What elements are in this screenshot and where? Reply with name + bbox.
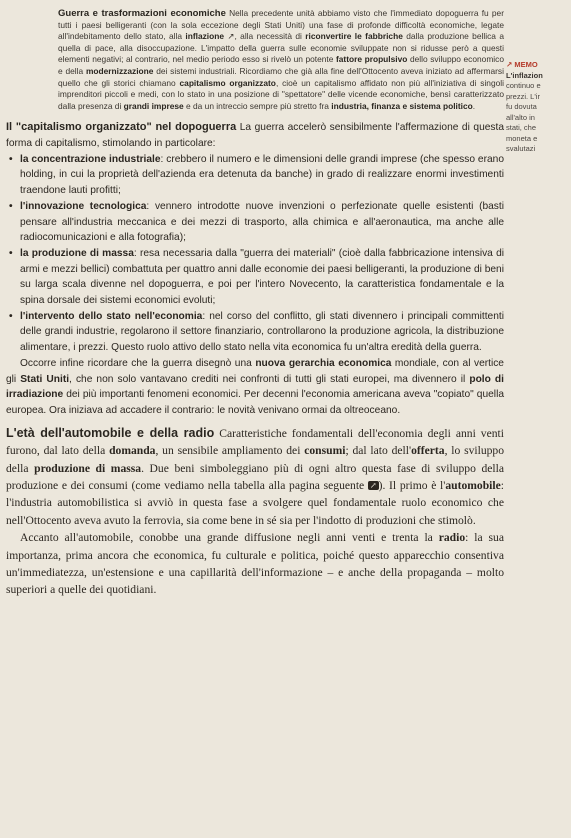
list-item: • l'intervento dello stato nell'economia: nel corso del conflitto, gli stati divennero i principali committenti delle grandi industrie, regolarono il settore finanziario, controllarono la produzione agricola, la distribuzione alimentare, i prezzi. Questo ruolo attivo dello stato nella vita economica fu un'altra eredità della guerra. (20, 309, 504, 356)
memo-line: prezzi. L'ir (506, 91, 540, 101)
section-title: Guerra e trasformazioni economiche (58, 8, 226, 19)
bullet-list (6, 152, 504, 356)
memo-line: moneta e (506, 133, 538, 143)
list-item: • la produzione di massa: resa necessaria dalla "guerra dei materiali" (cioè dalla fabbricazione intensiva di armi e mezzi bellici) combattuta per quattro anni dalle economie dei paesi belligeranti, la produzione di beni su larga scala divenne nel dopoguerra, e poi per l'intero Novecento, la caratteristica fondamentale e la spina dorsale dei sistemi economici evoluti; (20, 246, 504, 309)
section-title: L'età dell'automobile e della radio (6, 425, 215, 440)
section-intro: Il "capitalismo organizzato" nel dopoguerra La guerra accelerò sensibilmente l'affermazione di questa forma di capitalismo, stimolando in particolare: (6, 121, 504, 150)
arrow-icon[interactable]: ↗ (369, 480, 377, 490)
paragraph: Accanto all'automobile, conobbe una grande diffusione negli anni venti e trenta la radio: la sua importanza, prima ancora che economica, fu culturale e politica, poiché questo apparecchio consentiva un'immediatezza, un'estensione e una capillarità dell'informazione – e anche della propaganda – molto superiori a quelle dei quotidiani. (6, 531, 504, 597)
section-organized-capitalism (6, 120, 504, 418)
memo-sidebar (506, 60, 571, 155)
paragraph: L'età dell'automobile e della radio Caratteristiche fondamentali dell'economia degli anni venti furono, dal lato della domanda, un sensibile ampliamento dei consumi; dal lato dell'offerta, lo sviluppo della produzione di massa. Due beni simboleggiano più di ogni altro questa fase di sviluppo della produzione e dei consumi (come vediamo nella tabella alla pagina seguente ↗ ). Il primo è l'automobile: l'industria automobilistica si avviò in questa fase a svolgere quel fondamentale ruolo economico che nell'Ottocento aveva avuto la ferrovia, sia come bene in sé sia per l'indotto di produzioni che stimolò. (6, 425, 505, 527)
list-item: • la concentrazione industriale: crebbero il numero e le dimensioni delle grandi imprese (che spesso erano holding, in cui la proprietà dell'azienda era detenuta da banche) in grado di realizzare enormi investimenti traendone lauti profitti; (20, 152, 504, 199)
memo-line: continuo e (506, 81, 541, 90)
section-automobile-radio (6, 425, 504, 599)
section-title: Il "capitalismo organizzato" nel dopoguerra (6, 121, 237, 134)
memo-line: all'alto in (506, 112, 535, 122)
memo-line: svalutazi (506, 144, 536, 153)
memo-label: ↗ MEMO (506, 60, 538, 69)
memo-line: stati, che (506, 123, 537, 132)
section-war-economy: Guerra e trasformazioni economiche Nella precedente unità abbiamo visto che l'immediato dopoguerra fu per tutti i paesi belligeranti (con la sola eccezione degli Stati Uniti) una fase di profonde difficoltà economiche, legate all'indebitamento dello stato, alla inflazione ↗, alla necessità di riconvertire le fabbriche dalla produzione bellica a quella di pace, alla disoccupazione. L'impatto della guerra sulle economie sviluppate non si ridusse però a questi elementi negativi; al contrario, nel medio periodo esso si rivelò un potente fattore propulsivo dello sviluppo economico e della modernizzazione dei sistemi industriali. Ricordiamo che già alla fine dell'Ottocento aveva iniziato ad affermarsi quello che gli storici chiamano capitalismo organizzato, cioè un capitalismo affidato non più all'iniziativa di singoli imprenditori piccoli e medi, con lo stato in una posizione di "spettatore" delle vicende economiche, bensì caratterizzato dalla presenza di grandi imprese e da un intreccio sempre più stretto fra industria, finanza e sistema politico. (58, 8, 505, 111)
paragraph: Occorre infine ricordare che la guerra disegnò una nuova gerarchia economica mondiale, con al vertice gli Stati Uniti, che non solo vantavano crediti nei confronti di tutti gli stati europei, ma divennero il polo di irradiazione dei più importanti fenomeni economici. Per decenni l'economia americana aveva "copiato" quella europea. Ora iniziava ad accadere il contrario: le novità venivano ormai da oltreoceano. (6, 357, 504, 416)
memo-term: L'inflazion (506, 70, 543, 80)
memo-line: fu dovuta (506, 102, 537, 111)
list-item: • l'innovazione tecnologica: vennero introdotte nuove invenzioni o perfezionate quelle esistenti (basti pensare all'industria meccanica e dei mezzi di trasporto, alla chimica e all'aeronautica, ma anche alle radiocomunicazioni e alla fotografia); (20, 199, 504, 246)
main-column (6, 8, 504, 599)
